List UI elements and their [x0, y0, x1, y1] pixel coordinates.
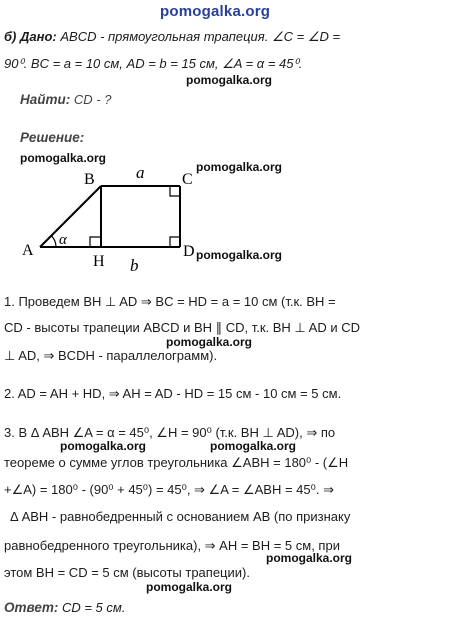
answer-label: Ответ:	[4, 600, 59, 615]
side-label-a: a	[136, 163, 145, 182]
watermark-figure-bottom: pomogalka.org	[196, 248, 283, 262]
find-text: CD - ?	[73, 92, 112, 107]
watermark-solution: pomogalka.org	[20, 151, 107, 165]
vertex-label-d: D	[183, 243, 195, 260]
find-label: Найти:	[20, 92, 71, 107]
angle-label-alpha: α	[59, 232, 67, 248]
step-line-9: равнобедренного треугольника), ⇒ AH = BH = 5 см, при	[4, 538, 340, 553]
step-line-2: CD - высоты трапеции ABCD и BH ∥ CD, т.к. BH ⊥ AD и CD	[4, 320, 360, 335]
step-line-5: 3. В Δ ABH ∠A = α = 45⁰, ∠H = 90⁰ (т.к. BH ⊥ AD), ⇒ по	[4, 425, 336, 440]
step-line-10: этом BH = CD = 5 см (высоты трапеции).	[4, 565, 250, 580]
watermark-answer: pomogalka.org	[146, 580, 233, 594]
step-line-4: 2. AD = AH + HD, ⇒ AH = AD - HD = 15 см - 10 см = 5 см.	[4, 386, 342, 401]
watermark-step1: pomogalka.org	[166, 335, 253, 349]
answer-text: CD = 5 см.	[61, 600, 126, 615]
given-text-1: ABCD - прямоугольная трапеция. ∠C = ∠D =	[60, 29, 341, 44]
watermark-step3b: pomogalka.org	[210, 439, 297, 453]
side-label-b: b	[130, 256, 139, 275]
watermark-figure-top: pomogalka.org	[196, 160, 283, 174]
given-line-2: 90⁰. BC = a = 10 см, AD = b = 15 см, ∠A = α = 45⁰.	[4, 56, 303, 71]
vertex-label-a: A	[22, 242, 34, 259]
watermark-step3a: pomogalka.org	[60, 439, 147, 453]
given-label: б) Дано:	[4, 29, 57, 44]
step-line-1: 1. Проведем BH ⊥ AD ⇒ BC = HD = a = 10 см (т.к. BH =	[4, 294, 336, 309]
vertex-label-h: H	[93, 253, 105, 270]
solution-label: Решение:	[20, 130, 85, 145]
answer-line	[4, 600, 125, 616]
watermark-top: pomogalka.org	[160, 3, 271, 20]
watermark-given: pomogalka.org	[186, 73, 273, 87]
step-line-6: теореме о сумме углов треугольника ∠ABH = 180⁰ - (∠H	[4, 455, 349, 470]
step-line-7: +∠A) = 180⁰ - (90⁰ + 45⁰) = 45⁰, ⇒ ∠A = ∠ABH = 45⁰. ⇒	[4, 482, 334, 497]
vertex-label-c: C	[182, 171, 193, 188]
vertex-label-b: B	[84, 171, 95, 188]
watermark-step3c: pomogalka.org	[266, 551, 353, 565]
step-line-3: ⊥ AD, ⇒ BCDH - параллелограмм).	[4, 348, 218, 363]
step-line-8: Δ ABH - равнобедренный с основанием AB (по признаку	[10, 509, 351, 524]
